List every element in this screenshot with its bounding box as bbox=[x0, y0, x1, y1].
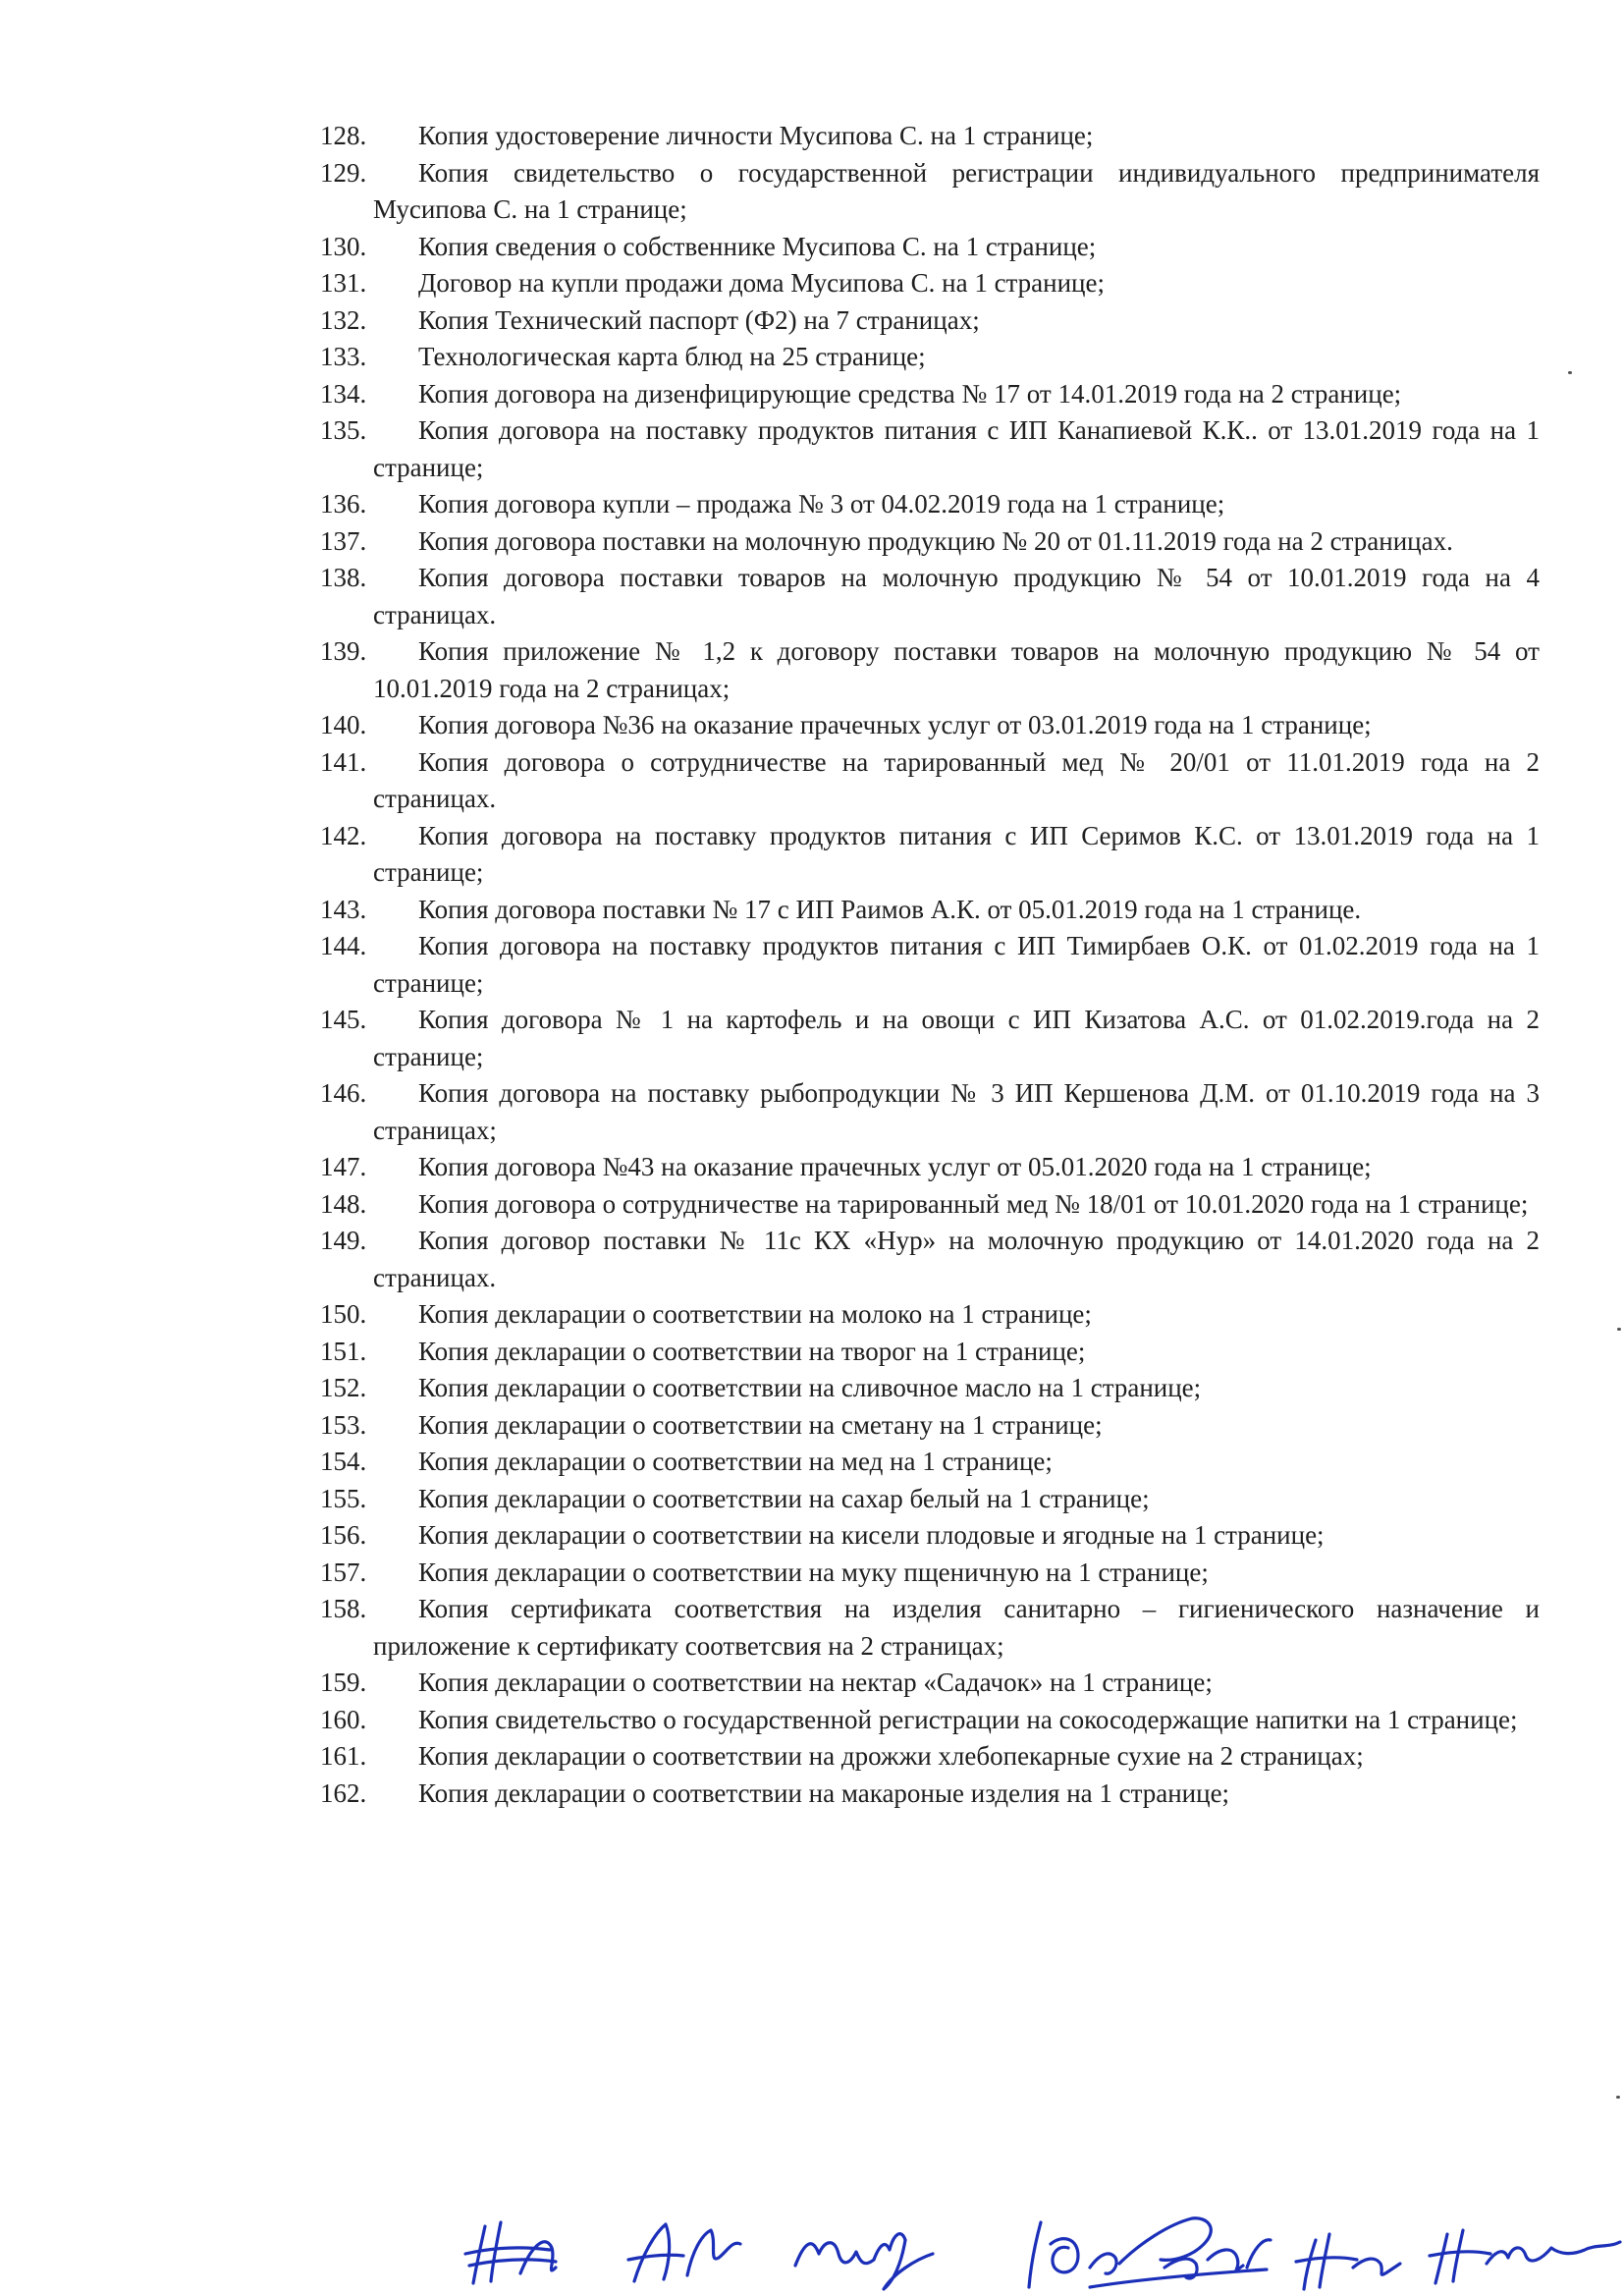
item-text: Копия договора купли – продажа № 3 от 04.02.2019 года на 1 странице; bbox=[418, 489, 1225, 519]
item-number: 142. bbox=[320, 820, 367, 850]
list-item bbox=[322, 818, 1540, 892]
list-item bbox=[322, 229, 1540, 266]
list-item bbox=[322, 412, 1540, 486]
list-item bbox=[322, 1149, 1540, 1186]
item-number: 138. bbox=[320, 563, 367, 592]
item-number: 144. bbox=[320, 931, 367, 960]
signatures-icon bbox=[461, 2205, 1624, 2293]
item-text: Копия договора на поставку продуктов питания с ИП Серимов К.С. от 13.01.2019 года на 1 странице; bbox=[373, 820, 1540, 887]
list-item bbox=[322, 486, 1540, 523]
item-number: 129. bbox=[320, 157, 367, 188]
item-text: Копия сведения о собственнике Мусипова С. на 1 странице; bbox=[418, 231, 1097, 261]
item-number: 149. bbox=[320, 1226, 367, 1255]
item-number: 135. bbox=[320, 415, 367, 445]
list-item bbox=[322, 1591, 1540, 1665]
item-number: 158. bbox=[320, 1594, 367, 1623]
item-text: Копия договор поставки № 11с КХ «Нур» на молочную продукцию от 14.01.2020 года на 2 страницах. bbox=[373, 1226, 1540, 1292]
item-number: 141. bbox=[320, 746, 367, 777]
item-number: 161. bbox=[320, 1741, 367, 1771]
list-item bbox=[322, 1776, 1540, 1813]
item-number: 143. bbox=[320, 894, 367, 924]
item-number: 148. bbox=[320, 1188, 367, 1219]
list-item bbox=[322, 633, 1540, 707]
list-item bbox=[322, 1444, 1540, 1481]
item-text: Копия договора № 1 на картофель и на овощи с ИП Кизатова А.С. от 01.02.2019.года на 2 странице; bbox=[373, 1005, 1540, 1071]
list-item bbox=[322, 560, 1540, 633]
item-text: Копия декларации о соответствии на сахар белый на 1 странице; bbox=[418, 1483, 1150, 1513]
item-text: Копия сертификата соответствия на изделия санитарно – гигиенического назначение и приложение к сертификату соответсвия на 2 страницах; bbox=[373, 1594, 1540, 1661]
item-number: 140. bbox=[320, 710, 367, 739]
list-item bbox=[322, 892, 1540, 929]
item-number: 157. bbox=[320, 1557, 367, 1587]
list-item bbox=[322, 1186, 1540, 1224]
list-item bbox=[322, 707, 1540, 744]
list-item bbox=[322, 744, 1540, 818]
item-text: Копия приложение № 1,2 к договору поставки товаров на молочную продукцию № 54 от 10.01.2019 года на 2 страницах; bbox=[373, 636, 1540, 703]
item-number: 155. bbox=[320, 1483, 367, 1513]
item-text: Копия декларации о соответствии на мед на 1 странице; bbox=[418, 1447, 1053, 1476]
item-text: Копия Технический паспорт (Ф2) на 7 страницах; bbox=[418, 304, 980, 335]
list-item bbox=[322, 302, 1540, 340]
item-text: Копия декларации о соответствии на сливочное масло на 1 странице; bbox=[418, 1373, 1202, 1402]
signatures bbox=[461, 2205, 1624, 2293]
list-item bbox=[322, 1002, 1540, 1075]
item-text: Копия декларации о соответствии на дрожжи хлебопекарные сухие на 2 страницах; bbox=[418, 1741, 1364, 1771]
item-text: Копия декларации о соответствии на нектар «Садачок» на 1 странице; bbox=[418, 1667, 1213, 1697]
item-number: 130. bbox=[320, 231, 367, 261]
item-number: 160. bbox=[320, 1704, 367, 1734]
item-number: 139. bbox=[320, 636, 367, 666]
item-text: Технологическая карта блюд на 25 странице; bbox=[418, 342, 926, 371]
item-text: Копия договора №43 на оказание прачечных услуг от 05.01.2020 года на 1 странице; bbox=[418, 1152, 1372, 1181]
item-number: 134. bbox=[320, 378, 367, 409]
scan-speck bbox=[1568, 371, 1572, 374]
list-item bbox=[322, 1223, 1540, 1296]
item-number: 153. bbox=[320, 1409, 367, 1440]
item-text: Копия декларации о соответствии на молоко на 1 странице; bbox=[418, 1299, 1092, 1329]
item-text: Копия договора на поставку продуктов питания с ИП Тимирбаев О.К. от 01.02.2019 года на 1 странице; bbox=[373, 931, 1540, 998]
item-text: Копия договора на поставку продуктов питания с ИП Канапиевой К.К.. от 13.01.2019 года на 1 странице; bbox=[373, 415, 1540, 482]
item-number: 156. bbox=[320, 1520, 367, 1550]
list-item bbox=[322, 1407, 1540, 1445]
item-number: 133. bbox=[320, 342, 367, 371]
item-text: Копия договора поставки на молочную продукцию № 20 от 01.11.2019 года на 2 страницах. bbox=[418, 525, 1453, 556]
list-item bbox=[322, 1481, 1540, 1518]
item-text: Договор на купли продажи дома Мусипова С. на 1 странице; bbox=[418, 268, 1105, 298]
item-text: Копия договора на дизенфицирующие средства № 17 от 14.01.2019 года на 2 странице; bbox=[418, 378, 1402, 409]
list-item bbox=[322, 155, 1540, 229]
item-text: Копия свидетельство о государственной регистрации индивидуального предпринимателя Мусипова С. на 1 странице; bbox=[373, 157, 1540, 224]
list-item bbox=[322, 523, 1540, 561]
item-number: 145. bbox=[320, 1005, 367, 1034]
item-number: 152. bbox=[320, 1373, 367, 1402]
item-number: 132. bbox=[320, 304, 367, 335]
item-number: 151. bbox=[320, 1336, 367, 1366]
item-number: 128. bbox=[320, 121, 367, 150]
list-item bbox=[322, 339, 1540, 376]
item-number: 159. bbox=[320, 1667, 367, 1697]
list-item bbox=[322, 928, 1540, 1002]
list-item bbox=[322, 1738, 1540, 1776]
scan-speck bbox=[1616, 2096, 1620, 2099]
item-text: Копия договора о сотрудничестве на тарированный мед № 18/01 от 10.01.2020 года на 1 странице; bbox=[418, 1188, 1529, 1219]
list-item bbox=[322, 1334, 1540, 1371]
item-text: Копия договора поставки № 17 с ИП Раимов А.К. от 05.01.2019 года на 1 странице. bbox=[418, 894, 1362, 924]
list-item bbox=[322, 376, 1540, 413]
list-item bbox=[322, 1555, 1540, 1592]
item-text: Копия декларации о соответствии на муку пщеничную на 1 странице; bbox=[418, 1557, 1209, 1587]
document-list bbox=[322, 118, 1540, 1812]
item-text: Копия договора о сотрудничестве на тарированный мед № 20/01 от 11.01.2019 года на 2 страницах. bbox=[373, 746, 1540, 813]
item-text: Копия декларации о соответствии на сметану на 1 странице; bbox=[418, 1409, 1103, 1440]
list-item bbox=[322, 265, 1540, 302]
list-item bbox=[322, 1296, 1540, 1334]
item-number: 154. bbox=[320, 1447, 367, 1476]
item-text: Копия договора на поставку рыбопродукции № 3 ИП Кершенова Д.М. от 01.10.2019 года на 3 страницах; bbox=[373, 1078, 1540, 1145]
item-text: Копия декларации о соответствии на кисели плодовые и ягодные на 1 странице; bbox=[418, 1520, 1325, 1550]
list-item bbox=[322, 118, 1540, 155]
list-item bbox=[322, 1370, 1540, 1407]
list-item bbox=[322, 1517, 1540, 1555]
item-number: 150. bbox=[320, 1299, 367, 1329]
item-number: 136. bbox=[320, 489, 367, 519]
item-text: Копия декларации о соответствии на макароные изделия на 1 странице; bbox=[418, 1777, 1230, 1808]
item-text: Копия договора №36 на оказание прачечных услуг от 03.01.2019 года на 1 странице; bbox=[418, 710, 1372, 739]
item-text: Копия декларации о соответствии на творог на 1 странице; bbox=[418, 1336, 1086, 1366]
item-number: 137. bbox=[320, 525, 367, 556]
list-item bbox=[322, 1665, 1540, 1702]
item-text: Копия договора поставки товаров на молочную продукцию № 54 от 10.01.2019 года на 4 страницах. bbox=[373, 563, 1540, 629]
item-number: 147. bbox=[320, 1152, 367, 1181]
item-text: Копия удостоверение личности Мусипова С. на 1 странице; bbox=[418, 121, 1094, 150]
item-number: 162. bbox=[320, 1777, 367, 1808]
item-number: 131. bbox=[320, 268, 367, 298]
list-item bbox=[322, 1075, 1540, 1149]
scan-speck bbox=[1617, 1328, 1621, 1331]
item-text: Копия свидетельство о государственной регистрации на сокосодержащие напитки на 1 странице; bbox=[418, 1704, 1518, 1734]
item-number: 146. bbox=[320, 1078, 367, 1108]
list-item bbox=[322, 1702, 1540, 1739]
